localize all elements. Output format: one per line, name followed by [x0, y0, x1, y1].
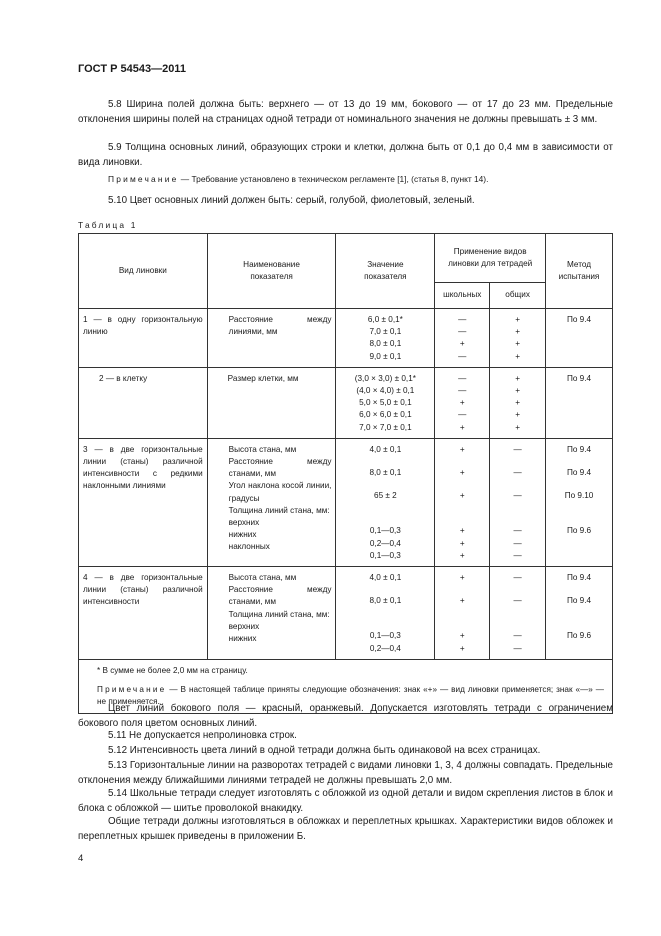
header-usage: Применение видов линовки для тетрадей — [435, 234, 546, 283]
paragraph-5-12: 5.12 Интенсивность цвета линий в одной тетради должна быть одинаковой на всех страницах. — [108, 745, 541, 756]
row-2-method: По 9.4 — [546, 367, 613, 438]
header-method: Метод испытания — [546, 234, 613, 309]
page-header: ГОСТ Р 54543—2011 — [78, 63, 186, 75]
table-1 — [78, 233, 613, 714]
row-4-general: — — — — — [490, 567, 546, 660]
table-row — [79, 367, 613, 438]
row-1-type: 1 — в одну горизонтальную линию — [79, 309, 208, 368]
header-name: Наименование показателя — [207, 234, 336, 309]
row-3-methods: По 9.4 По 9.4 По 9.10 По 9.6 — [546, 438, 613, 566]
row-3-values: 4,0 ± 0,1 8,0 ± 0,1 65 ± 2 0,1—0,3 0,2—0,4 0,1—0,3 — [336, 438, 435, 566]
table-row — [79, 438, 613, 566]
row-2-values: (3,0 × 3,0) ± 0,1* (4,0 × 4,0) ± 0,1 5,0 × 5,0 ± 0,1 6,0 × 6,0 ± 0,1 7,0 × 7,0 ± 0,1 — [336, 367, 435, 438]
row-3-school: + + + + + + — [435, 438, 490, 566]
row-2-type: 2 — в клетку — [79, 367, 208, 438]
row-1-name: Расстояние между линиями, мм — [207, 309, 336, 368]
paragraph-5-11: 5.11 Не допускается непролиновка строк. — [108, 730, 297, 741]
table-row — [79, 567, 613, 660]
header-value: Значение показателя — [336, 234, 435, 309]
paragraph-5-14: 5.14 Школьные тетради следует изготовлять с обложкой из одной детали и видом скрепления листов в блок и блока с обложкой — шитье проволокой внакидку. — [78, 788, 613, 814]
row-1-general: + + + + — [490, 309, 546, 368]
row-4-names: Высота стана, мм Расстояние между станами, мм Толщина линий стана, мм: верхних нижних — [207, 567, 336, 660]
table-caption: Таблица 1 — [78, 220, 138, 230]
row-2-school: — — + — + — [435, 367, 490, 438]
row-1-method: По 9.4 — [546, 309, 613, 368]
row-4-school: + + + + — [435, 567, 490, 660]
page-number: 4 — [78, 853, 84, 864]
header-general: общих — [490, 283, 546, 309]
row-1-values: 6,0 ± 0,1* 7,0 ± 0,1 8,0 ± 0,1 9,0 ± 0,1 — [336, 309, 435, 368]
header-school: школьных — [435, 283, 490, 309]
paragraph-5-9: 5.9 Толщина основных линий, образующих строки и клетки, должна быть от 0,1 до 0,4 мм в зависимости от вида линовки. — [78, 142, 613, 168]
row-4-values: 4,0 ± 0,1 8,0 ± 0,1 0,1—0,3 0,2—0,4 — [336, 567, 435, 660]
row-3-type: 3 — в две горизонтальные линии (станы) различной интенсивности с редкими наклонными линиями — [79, 438, 208, 566]
paragraph-side-color: Цвет линий бокового поля — красный, оранжевый. Допускается изготовлять тетради с ограничением бокового поля цветом основных линий. — [78, 703, 613, 729]
table-footnote: * В сумме не более 2,0 мм на страницу. — [97, 665, 248, 675]
note-1 — [108, 173, 613, 186]
row-2-name: Размер клетки, мм — [207, 367, 336, 438]
row-3-names: Высота стана, мм Расстояние между станами, мм Угол наклона косой линии, градусы Толщина линий стана, мм: верхних нижних наклонных — [207, 438, 336, 566]
paragraph-5-10: 5.10 Цвет основных линий должен быть: серый, голубой, фиолетовый, зеленый. — [108, 195, 475, 206]
row-4-methods: По 9.4 По 9.4 По 9.6 — [546, 567, 613, 660]
paragraph-general: Общие тетради должны изготовляться в обложках и переплетных крышках. Характеристики видов обложек и переплетных крышек приведены в приложении Б. — [78, 816, 613, 842]
row-1-school: — — + — — [435, 309, 490, 368]
row-4-type: 4 — в две горизонтальные линии (станы) различной интенсивности — [79, 567, 208, 660]
paragraph-5-13: 5.13 Горизонтальные линии на разворотах тетрадей с видами линовки 1, 3, 4 должны совпадать. Предельные отклонения между ближайшими линиями тетрадей не должны превышать 2,0 мм. — [78, 760, 613, 786]
row-3-general: — — — — — — — [490, 438, 546, 566]
paragraph-5-8: 5.8 Ширина полей должна быть: верхнего — от 13 до 19 мм, бокового — от 17 до 23 мм. Предельные отклонения ширины полей на страницах одной тетради от номинального значения не должны превышать ± 3 мм. — [78, 99, 613, 125]
table-note: Примечание — В настоящей таблице приняты следующие обозначения: знак «+» — вид линовки применяется; знак «—» — не применяется. — [97, 685, 604, 707]
note-1-label: Примечание — [108, 174, 179, 184]
header-type: Вид линовки — [79, 234, 208, 309]
note-1-text: — Требование установлено в техническом регламенте [1], (статья 8, пункт 14). — [178, 174, 489, 184]
table-row — [79, 309, 613, 368]
row-2-general: + + + + + — [490, 367, 546, 438]
